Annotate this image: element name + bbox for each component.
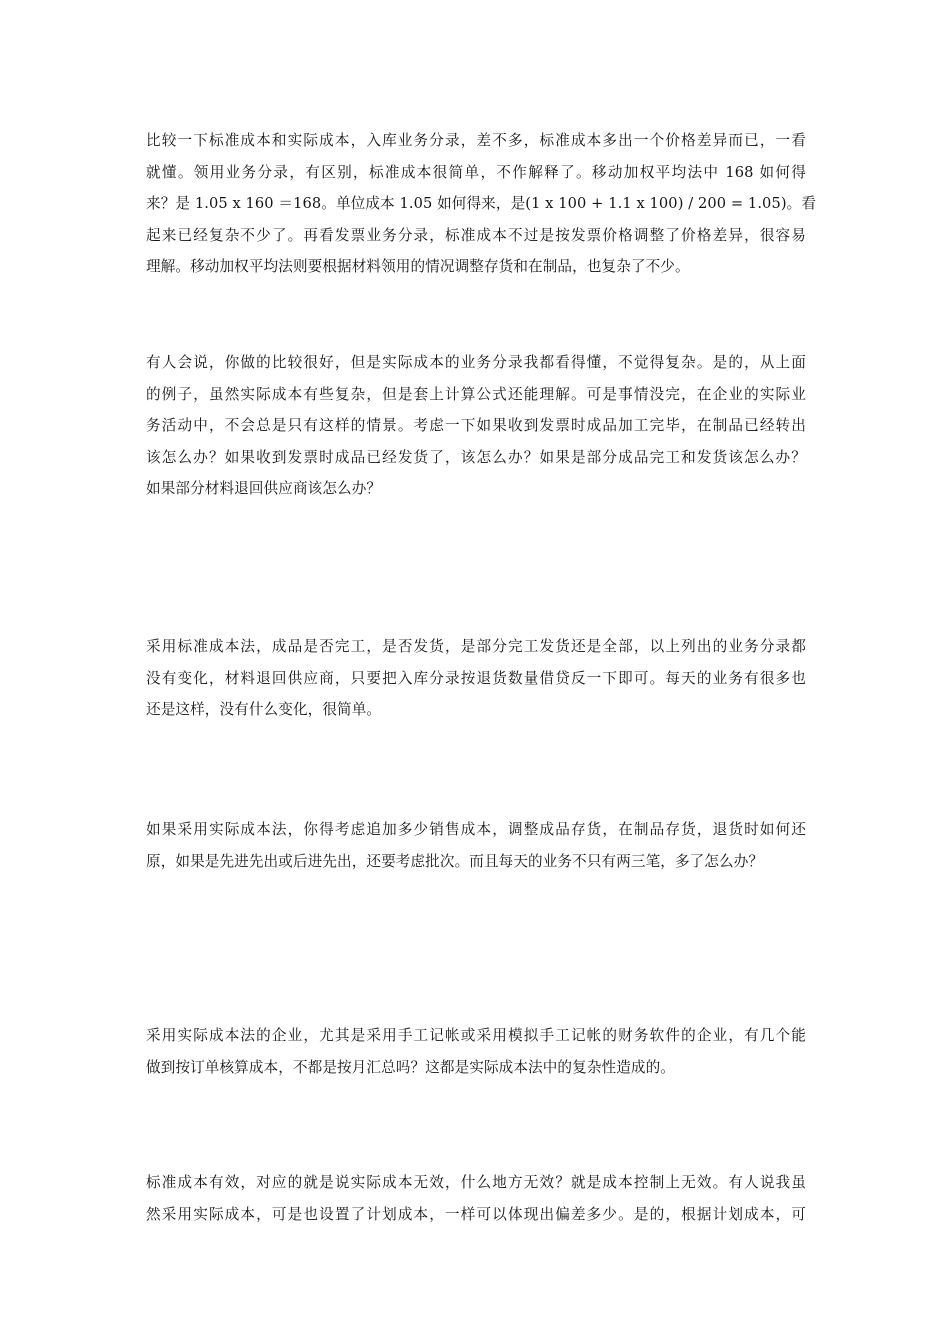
text-line: 然采用实际成本，可是也设置了计划成本，一样可以体现出偏差多少。是的，根据计划成本，可 [146,1205,806,1223]
text-line: 原，如果是先进先出或后进先出，还要考虑批次。而且每天的业务不只有两三笔，多了怎么办？ [146,852,764,870]
text-line: 务活动中，不会总是只有这样的情景。考虑一下如果收到发票时成品加工完毕，在制品已经转出 [146,417,806,434]
text-line: 来？是 1.05 x 160 ＝168。单位成本 1.05 如何得来，是(1 x 100 + 1.1 x 100) / 200 = 1.05)。看 [146,195,817,212]
paragraph-cost-comparison [146,125,817,283]
text-line: 如果采用实际成本法，你得考虑追加多少销售成本，调整成品存货，在制品存货，退货时如何还 [146,821,806,838]
paragraph-standard-cost-method [146,631,806,726]
text-line: 做到按订单核算成本，不都是按月汇总吗？这都是实际成本法中的复杂性造成的。 [146,1058,675,1076]
text-line: 如果部分材料退回供应商该怎么办？ [146,480,382,497]
text-line: 理解。移动加权平均法则要根据材料领用的情况调整存货和在制品，也复杂了不少。 [146,258,690,275]
paragraph-cost-control [146,1167,806,1230]
text-line: 起来已经复杂不少了。再看发票业务分录，标准成本不过是按发票价格调整了价格差异，很容易 [146,226,806,244]
text-line: 该怎么办？如果收到发票时成品已经发货了，该怎么办？如果是部分成品完工和发货该怎么办？ [146,448,806,466]
text-line: 的例子，虽然实际成本有些复杂，但是套上计算公式还能理解。可是事情没完，在企业的实际业 [146,385,806,403]
text-line: 比较一下标准成本和实际成本，入库业务分录，差不多，标准成本多出一个价格差异而已，一看 [146,132,806,149]
text-line: 采用标准成本法，成品是否完工，是否发货，是部分完工发货还是全部，以上列出的业务分录都 [146,638,806,655]
text-line: 有人会说，你做的比较很好，但是实际成本的业务分录我都看得懂，不觉得复杂。是的，从上面 [146,354,806,371]
text-line: 采用实际成本法的企业，尤其是采用手工记帐或采用模拟手工记帐的财务软件的企业，有几个能 [146,1027,806,1044]
paragraph-actual-cost-method [146,814,806,877]
text-line: 就懂。领用业务分录，有区别，标准成本很简单，不作解释了。移动加权平均法中 168 如何得 [146,163,806,181]
text-line: 没有变化，材料退回供应商，只要把入库分录按退货数量借贷反一下即可。每天的业务有很多也 [146,669,806,687]
text-line: 标准成本有效，对应的就是说实际成本无效，什么地方无效？就是成本控制上无效。有人说我虽 [146,1174,806,1191]
paragraph-manual-bookkeeping [146,1020,806,1083]
paragraph-actual-cost-concerns [146,347,806,505]
text-line: 还是这样，没有什么变化，很简单。 [146,701,382,718]
